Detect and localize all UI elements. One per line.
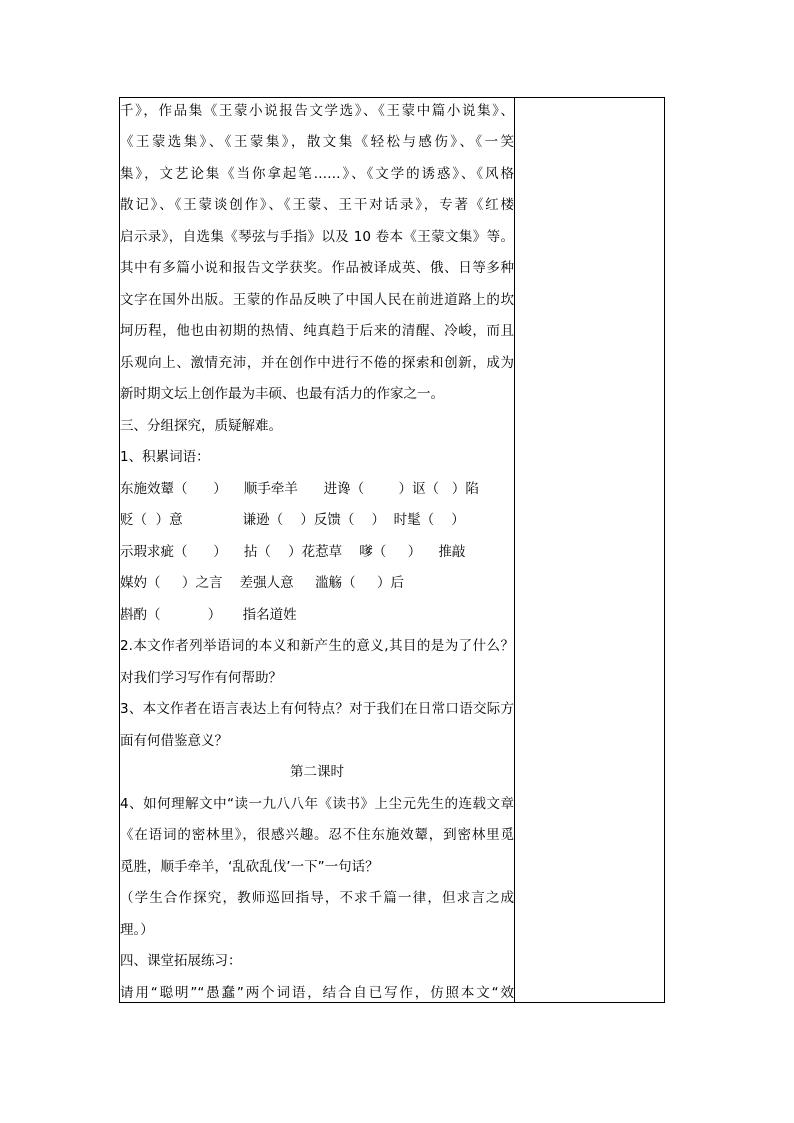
text-line: 其中有多篇小说和报告文学获奖。作品被译成英、俄、日等多种: [120, 260, 514, 276]
vocab-line: 贬（ ）意 谦逊（ ）反馈（ ） 时髦（ ）: [120, 512, 465, 528]
note-line: 理。）: [120, 922, 154, 938]
question-line: 《在语词的密林里》，很感兴趣。忍不住东施效颦，到密林里觅: [120, 827, 514, 843]
text-line: 新时期文坛上创作最为丰硕、也最有活力的作家之一。: [120, 386, 444, 402]
vocab-line: 斟酌（ ） 指名道姓: [120, 607, 297, 623]
vocab-line: 媒妁（ ）之言 差强人意 滥觞（ ）后: [120, 575, 405, 591]
lesson-content-cell: [120, 98, 514, 1002]
text-line: 文字在国外出版。王蒙的作品反映了中国人民在前进道路上的坎: [120, 292, 514, 308]
text-line: 千》，作品集《王蒙小说报告文学选》、《王蒙中篇小说集》、: [120, 103, 514, 119]
vocab-line: 示瑕求疵（ ） 拈（ ）花惹草 嗲（ ） 推敲: [120, 544, 466, 560]
notes-cell: [515, 98, 664, 1002]
text-line: 启示录》，自选集《琴弦与手指》以及 10 卷本《王蒙文集》等。: [120, 229, 514, 245]
vocab-line: 东施效颦（ ） 顺手牵羊 进谗（ ）讴（ ）陷: [120, 481, 479, 497]
section-heading: 四、课堂拓展练习：: [120, 953, 242, 969]
text-line: 《王蒙选集》、《王蒙集》，散文集《轻松与感伤》、《一笑: [120, 134, 514, 150]
lesson-plan-table: [119, 97, 665, 1003]
question-line: 觅胜，顺手牵羊，‘乱砍乱伐’一下”一句话？: [120, 859, 379, 875]
text-line: 坷历程，他也由初期的热情、纯真趋于后来的清醒、冷峻，而且: [120, 323, 514, 339]
question-line: 面有何借鉴意义？: [120, 733, 228, 749]
note-line: （学生合作探究，教师巡回指导，不求千篇一律，但求言之成: [120, 890, 514, 906]
question-line: 3、本文作者在语言表达上有何特点？对于我们在日常口语交际方: [120, 701, 514, 717]
question-line: 4、如何理解文中“读一九八八年《读书》上尘元先生的连载文章: [120, 796, 514, 812]
exercise-line: 请用“聪明”“愚蠢”两个词语，结合自已写作，仿照本文“效: [120, 985, 514, 1001]
sub-heading: 1、积累词语：: [120, 449, 210, 465]
question-line: 2.本文作者列举语词的本义和新产生的意义,其目的是为了什么？: [120, 638, 514, 654]
text-line: 散记》、《王蒙谈创作》、《王蒙、王干对话录》，专著《红楼: [120, 197, 514, 213]
question-line: 对我们学习写作有何帮助？: [120, 670, 282, 686]
lesson-period-heading: 第二课时: [290, 764, 344, 780]
section-heading: 三、分组探究，质疑解难。: [120, 418, 282, 434]
text-line: 乐观向上、激情充沛，并在创作中进行不倦的探索和创新，成为: [120, 355, 514, 371]
text-line: 集》，文艺论集《当你拿起笔……》、《文学的诱惑》、《风格: [120, 166, 514, 182]
